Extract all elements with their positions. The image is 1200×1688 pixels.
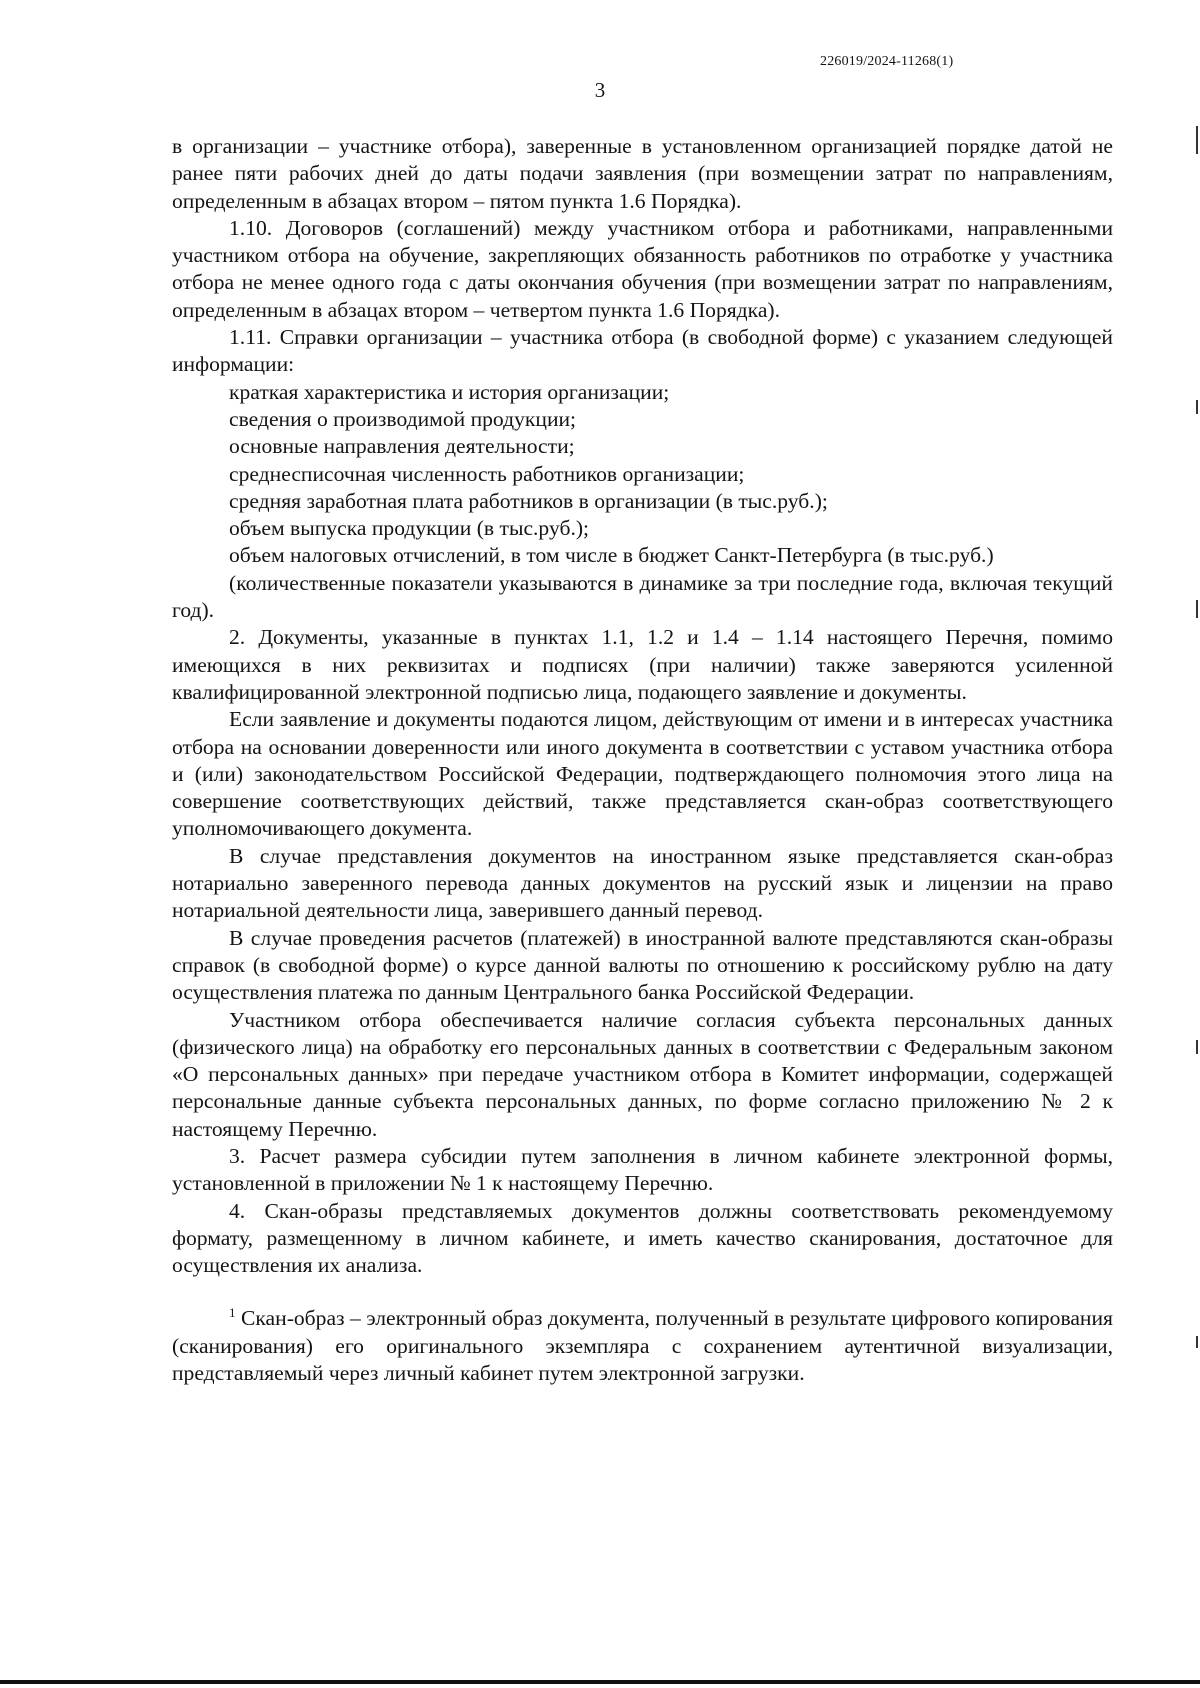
paragraph: В случае проведения расчетов (платежей) в иностранной валюте представляются скан-образы справок (в свободной форме) о курсе данной валюты по отношению к российскому рублю на дату осуществления платежа по данным Центрального банка Российской Федерации. [172,925,1113,1005]
scan-edge-mark [1196,1040,1198,1054]
paragraph: 4. Скан-образы представляемых документов должны соответствовать рекомендуемому формату, размещенному в личном кабинете, и иметь качество сканирования, достаточное для осуществления их анализа. [172,1198,1113,1278]
page-number: 3 [594,78,606,102]
paragraph: 1.11. Справки организации – участника отбора (в свободной форме) с указанием следующей информации: [172,325,1113,377]
document-body [172,133,1113,1387]
paragraph: в организации – участнике отбора), заверенные в установленном организацией порядке датой не ранее пяти рабочих дней до даты подачи заявления (при возмещении затрат по направлениям, определенным в абзацах втором – пятом пункта 1.6 Порядка). [172,134,1113,213]
scan-edge-mark [1196,126,1198,154]
list-item: краткая характеристика и история организации; [229,379,670,404]
paragraph: В случае представления документов на иностранном языке представляется скан-образ нотариально заверенного перевода данных документов на русский язык и лицензии на право нотариальной деятельности лица, заверившего данный перевод. [172,843,1113,923]
list-item: объем налоговых отчислений, в том числе в бюджет Санкт-Петербурга (в тыс.руб.) [229,543,994,568]
footnote-text: Скан-образ – электронный образ документа, полученный в результате цифрового копирования (сканирования) его оригинального экземпляра с сохранением аутентичной визуализации, представляемый через личный кабинет путем электронной загрузки. [172,1306,1113,1386]
footnote [172,1305,1113,1387]
list-item: среднесписочная численность работников организации; [229,461,745,486]
paragraph: 2. Документы, указанные в пунктах 1.1, 1.2 и 1.4 – 1.14 настоящего Перечня, помимо имеющихся в них реквизитах и подписях (при наличии) также заверяются усиленной квалифицированной электронной подписью лица, подающего заявление и документы. [172,625,1113,704]
scan-bottom-edge [0,1680,1200,1684]
scan-edge-mark [1196,400,1198,414]
scan-edge-mark [1196,600,1198,618]
list-item: средняя заработная плата работников в организации (в тыс.руб.); [229,488,828,513]
document-number: 226019/2024-11268(1) [820,54,954,69]
paragraph: 3. Расчет размера субсидии путем заполнения в личном кабинете электронной формы, установленной в приложении № 1 к настоящему Перечню. [172,1143,1113,1196]
paragraph: (количественные показатели указываются в динамике за три последние года, включая текущий год). [172,570,1113,623]
list-item: сведения о производимой продукции; [229,406,577,431]
scan-edge-mark [1196,1336,1198,1348]
paragraph: Участником отбора обеспечивается наличие согласия субъекта персональных данных (физического лица) на обработку его персональных данных в соответствии с Федеральным законом «О персональных данных» при передаче участником отбора в Комитет информации, содержащей персональные данные субъекта персональных данных, по форме согласно приложению № 2 к настоящему Перечню. [172,1007,1113,1141]
list-item: объем выпуска продукции (в тыс.руб.); [229,516,590,541]
paragraph: 1.10. Договоров (соглашений) между участником отбора и работниками, направленными участником отбора на обучение, закрепляющих обязанность работников по отработке у участника отбора не менее одного года с даты окончания обучения (при возмещении затрат по направлениям, определенным в абзацах втором – четвертом пункта 1.6 Порядка). [172,215,1113,322]
footnote-marker: 1 [229,1305,236,1321]
paragraph: Если заявление и документы подаются лицом, действующим от имени и в интересах участника отбора на основании доверенности или иного документа в соответствии с уставом участника отбора и (или) законодательством Российской Федерации, подтверждающего полномочия этого лица на совершение соответствующих действий, также представляется скан-образ соответствующего уполномочивающего документа. [172,707,1113,841]
list-item: основные направления деятельности; [229,434,575,459]
